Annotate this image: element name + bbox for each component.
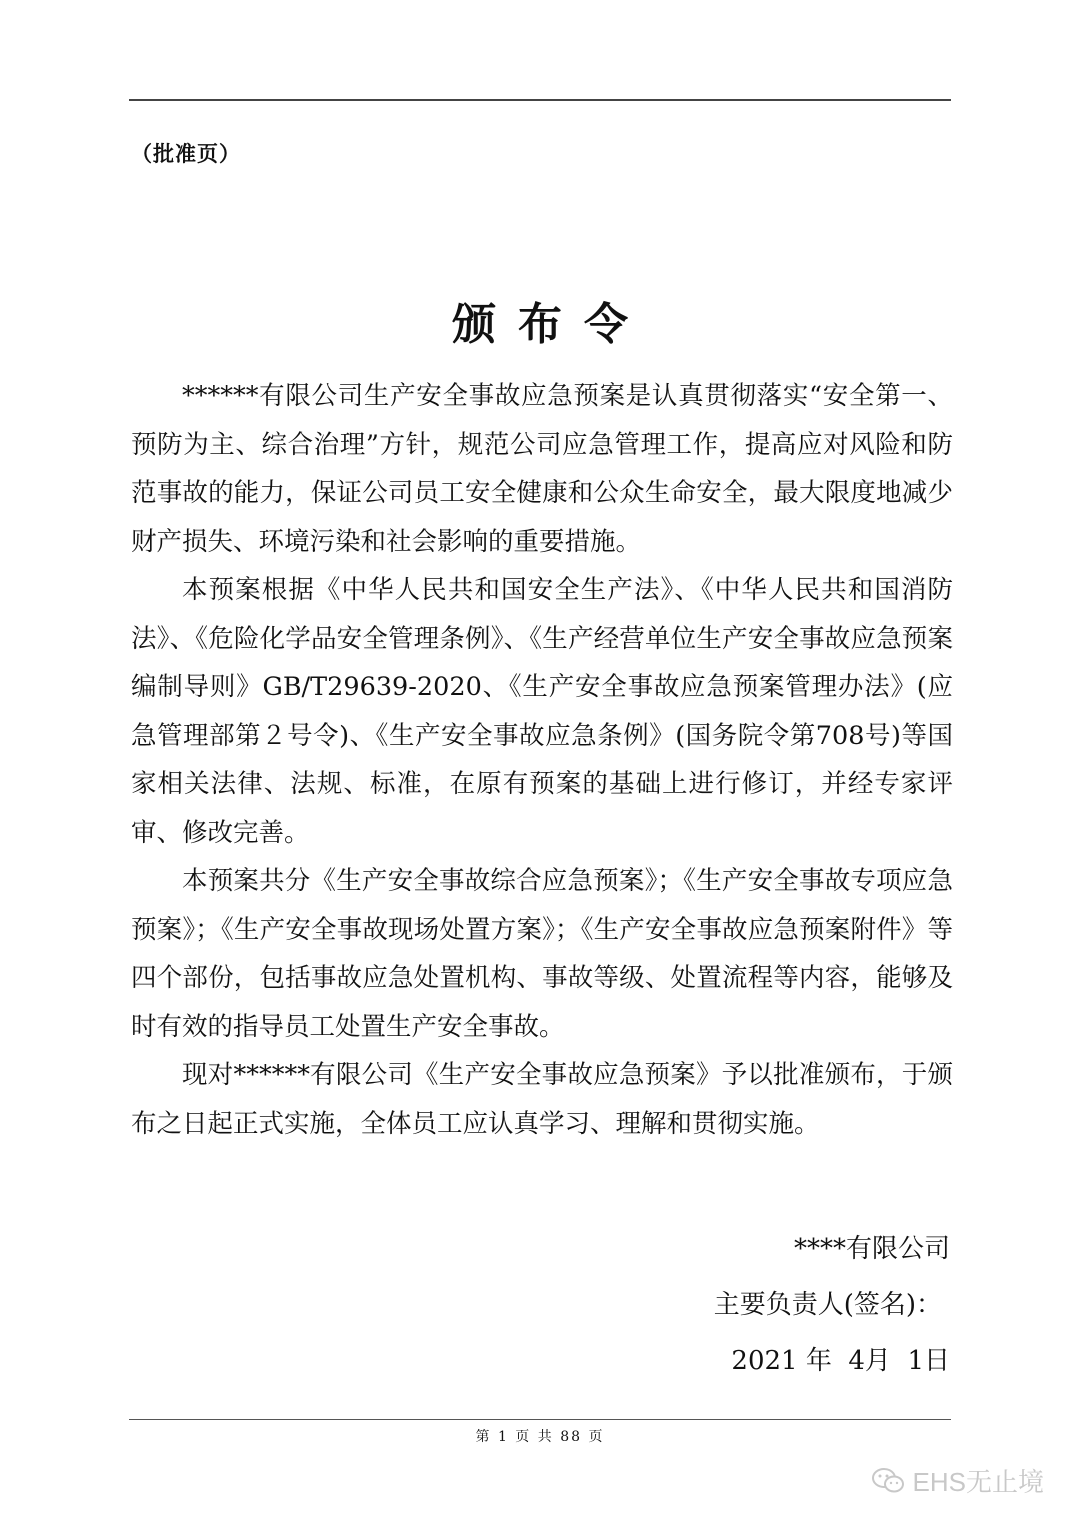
header-rule	[129, 99, 951, 101]
paragraph: ******有限公司生产安全事故应急预案是认真贯彻落实“安全第一、预防为主、综合治理”方针，规范公司应急管理工作，提高应对风险和防范事故的能力，保证公司员工安全健康和公众生命安全，最大限度地减少财产损失、环境污染和社会影响的重要措施。	[131, 381, 953, 557]
document-title: 颁布令	[452, 299, 650, 350]
document-body	[131, 372, 953, 1148]
signature-responsible-person: 主要负责人(签名)：	[713, 1290, 942, 1320]
signature-company: ****有限公司	[793, 1234, 950, 1264]
watermark-text: EHS无止境	[912, 1467, 1044, 1497]
page-indicator: 第 1 页 共 88 页	[475, 1429, 605, 1445]
paragraph: 本预案共分《生产安全事故综合应急预案》；《生产安全事故专项应急预案》；《生产安全事故现场处置方案》；《生产安全事故应急预案附件》等四个部份，包括事故应急处置机构、事故等级、处置流程等内容，能够及时有效的指导员工处置生产安全事故。	[131, 866, 953, 1042]
footer-rule	[129, 1419, 951, 1420]
paragraph: 现对******有限公司《生产安全事故应急预案》予以批准颁布，于颁布之日起正式实施，全体员工应认真学习、理解和贯彻实施。	[131, 1060, 953, 1139]
approval-page-label: （批准页）	[131, 141, 241, 166]
wechat-icon	[871, 1466, 905, 1496]
paragraph: 本预案根据《中华人民共和国安全生产法》、《中华人民共和国消防法》、《危险化学品安全管理条例》、《生产经营单位生产安全事故应急预案编制导则》GB/T29639-2020、《生产安全事故应急预案管理办法》(应急管理部第２号令)、《生产安全事故应急条例》(国务院令第708号)等国家相关法律、法规、标准，在原有预案的基础上进行修订，并经专家评审、修改完善。	[131, 575, 953, 848]
watermark	[871, 1462, 1044, 1499]
signature-date: 2021 年 4月 1日	[731, 1346, 950, 1376]
